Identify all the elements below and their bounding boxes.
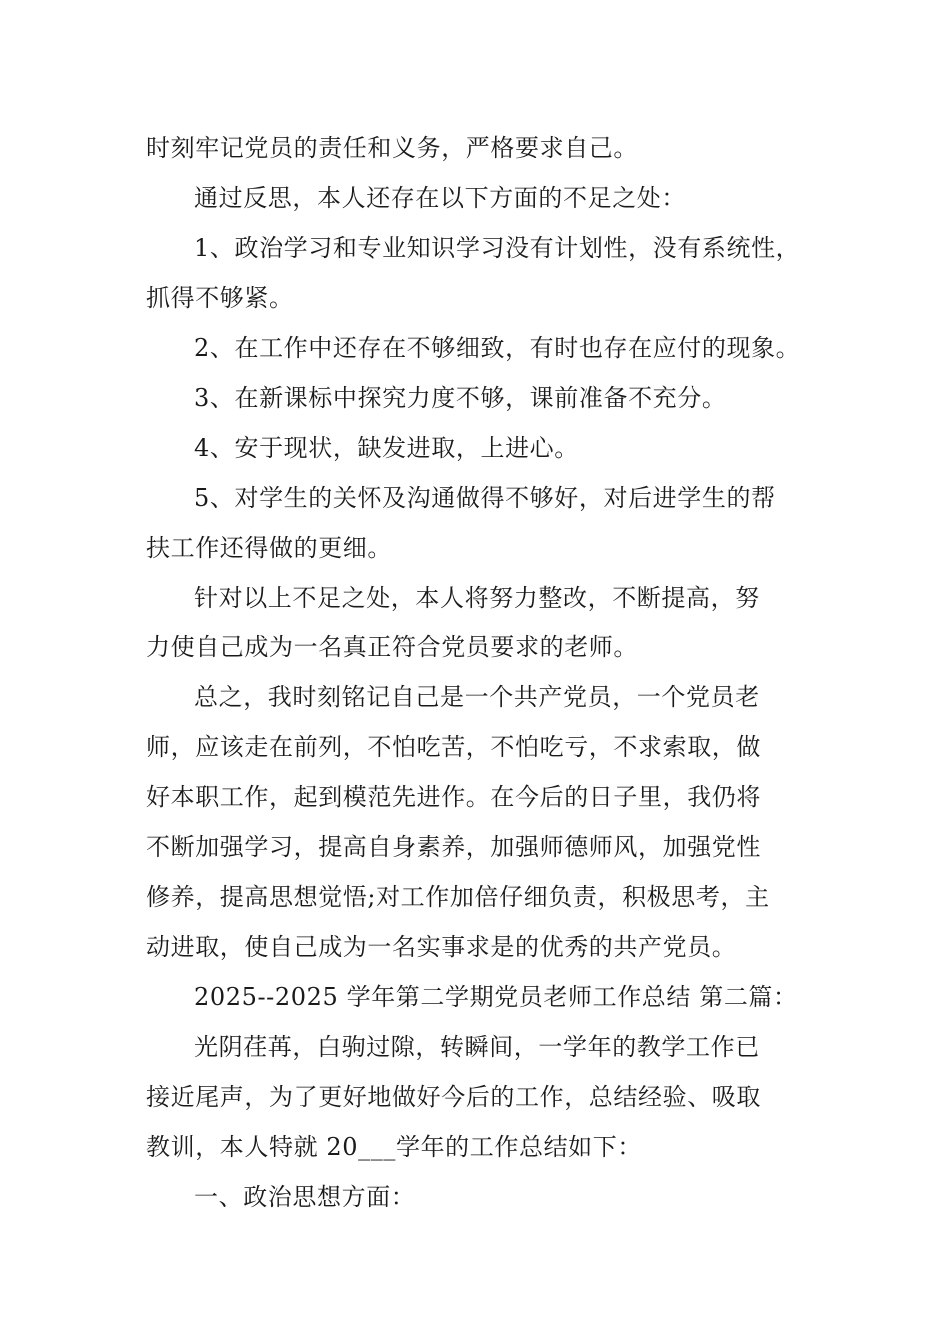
- subsection-heading: 一、政治思想方面：: [194, 1183, 416, 1211]
- text-line: 师，应该走在前列，不怕吃苦，不怕吃亏，不求索取，做: [146, 733, 761, 761]
- section-heading: 2025--2025 学年第二学期党员老师工作总结 第二篇：: [194, 983, 798, 1011]
- text-line: 通过反思，本人还存在以下方面的不足之处：: [194, 184, 686, 212]
- text-line: 时刻牢记党员的责任和义务，严格要求自己。: [146, 134, 638, 162]
- text-line: 教训，本人特就 20___学年的工作总结如下：: [146, 1133, 642, 1161]
- text-line: 力使自己成为一名真正符合党员要求的老师。: [146, 633, 638, 661]
- text-line: 不断加强学习，提高自身素养，加强师德师风，加强党性: [146, 833, 761, 861]
- text-line: 扶工作还得做的更细。: [146, 534, 392, 562]
- text-line: 抓得不够紧。: [146, 284, 294, 312]
- text-line: 好本职工作，起到模范先进作。在今后的日子里，我仍将: [146, 783, 761, 811]
- text-line: 接近尾声，为了更好地做好今后的工作，总结经验、吸取: [146, 1083, 761, 1111]
- text-line: 4、安于现状，缺发进取，上进心。: [194, 434, 579, 462]
- text-line: 3、在新课标中探究力度不够，课前准备不充分。: [194, 384, 727, 412]
- text-line: 光阴荏苒，白驹过隙，转瞬间，一学年的教学工作已: [194, 1033, 760, 1061]
- text-line: 针对以上不足之处，本人将努力整改，不断提高，努: [194, 584, 760, 612]
- text-line: 总之，我时刻铭记自己是一个共产党员，一个党员老: [194, 683, 760, 711]
- text-line: 1、政治学习和专业知识学习没有计划性，没有系统性，: [194, 234, 801, 262]
- text-line: 修养，提高思想觉悟;对工作加倍仔细负责，积极思考，主: [146, 883, 770, 911]
- text-line: 5、对学生的关怀及沟通做得不够好，对后进学生的帮: [194, 484, 776, 512]
- text-line: 动进取，使自己成为一名实事求是的优秀的共产党员。: [146, 933, 737, 961]
- text-line: 2、在工作中还存在不够细致，有时也存在应付的现象。: [194, 334, 801, 362]
